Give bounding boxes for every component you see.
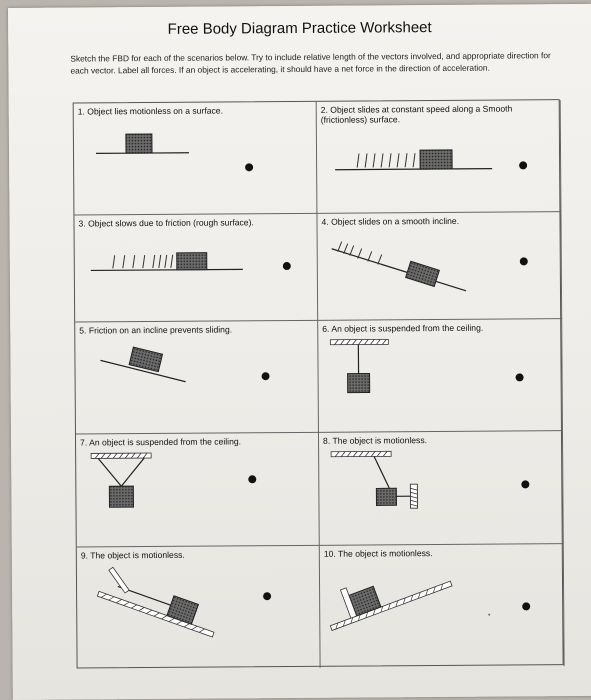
stray-mark: [488, 614, 490, 616]
problem-cell-10: [320, 544, 565, 668]
scene-suspended-two-ropes: [76, 433, 320, 548]
scene-block-on-incline-with-rope: [77, 546, 321, 670]
fbd-point: [263, 592, 271, 600]
fbd-point: [262, 372, 270, 380]
problem-label-2: 2. Object slides at constant speed along a Smooth (frictionless) surface.: [320, 103, 513, 125]
problem-grid: [73, 99, 564, 668]
worksheet-title: Free Body Diagram Practice Worksheet: [167, 19, 432, 38]
problem-cell-9: [77, 546, 321, 670]
fbd-point: [519, 161, 527, 169]
fbd-point: [521, 480, 529, 488]
problem-cell-3: [74, 214, 318, 323]
problem-label-7: 7. An object is suspended from the ceiling.: [80, 436, 242, 448]
fbd-point: [522, 602, 530, 610]
fbd-point: [245, 163, 253, 171]
fbd-point: [283, 262, 291, 270]
problem-label-1: 1. Object lies motionless on a surface.: [77, 105, 223, 117]
scene-friction-rough: [74, 214, 318, 323]
problem-label-4: 4. Object slides on a smooth incline.: [321, 215, 460, 227]
problem-cell-7: [76, 433, 320, 548]
problem-label-6: 6. An object is suspended from the ceiling.: [322, 322, 484, 334]
scene-pulled-from-ceiling: [319, 431, 564, 546]
fbd-point: [516, 373, 524, 381]
problem-label-3: 3. Object slows due to friction (rough surface).: [78, 217, 254, 229]
scene-block-against-wall-on-incline: [320, 544, 565, 668]
worksheet-instructions: Sketch the FBD for each of the scenarios below. Try to include relative length of the vectors involved, and appropriate direction for each vector. Label all forces. If an object is accelerating, it should have a net force in the direction of acceleration.: [70, 50, 551, 76]
scene-friction-incline: [75, 321, 319, 435]
problem-cell-1: [74, 102, 318, 216]
problem-label-10: 10. The object is motionless.: [323, 548, 433, 559]
problem-cell-5: [75, 321, 319, 435]
problem-cell-2: [317, 100, 562, 214]
problem-label-8: 8. The object is motionless.: [322, 435, 428, 446]
problem-label-9: 9. The object is motionless.: [80, 549, 185, 561]
fbd-point: [248, 475, 256, 483]
scene-block-on-surface: [74, 102, 318, 216]
scene-smooth-incline: [317, 212, 562, 321]
problem-cell-8: [319, 431, 564, 546]
fbd-point: [520, 257, 528, 265]
problem-cell-4: [317, 212, 562, 321]
problem-cell-6: [318, 319, 563, 433]
scene-sliding-frictionless: [317, 100, 562, 214]
worksheet-page: [8, 4, 591, 700]
problem-label-5: 5. Friction on an incline prevents sliding.: [79, 324, 233, 336]
scene-suspended-single: [318, 319, 563, 433]
